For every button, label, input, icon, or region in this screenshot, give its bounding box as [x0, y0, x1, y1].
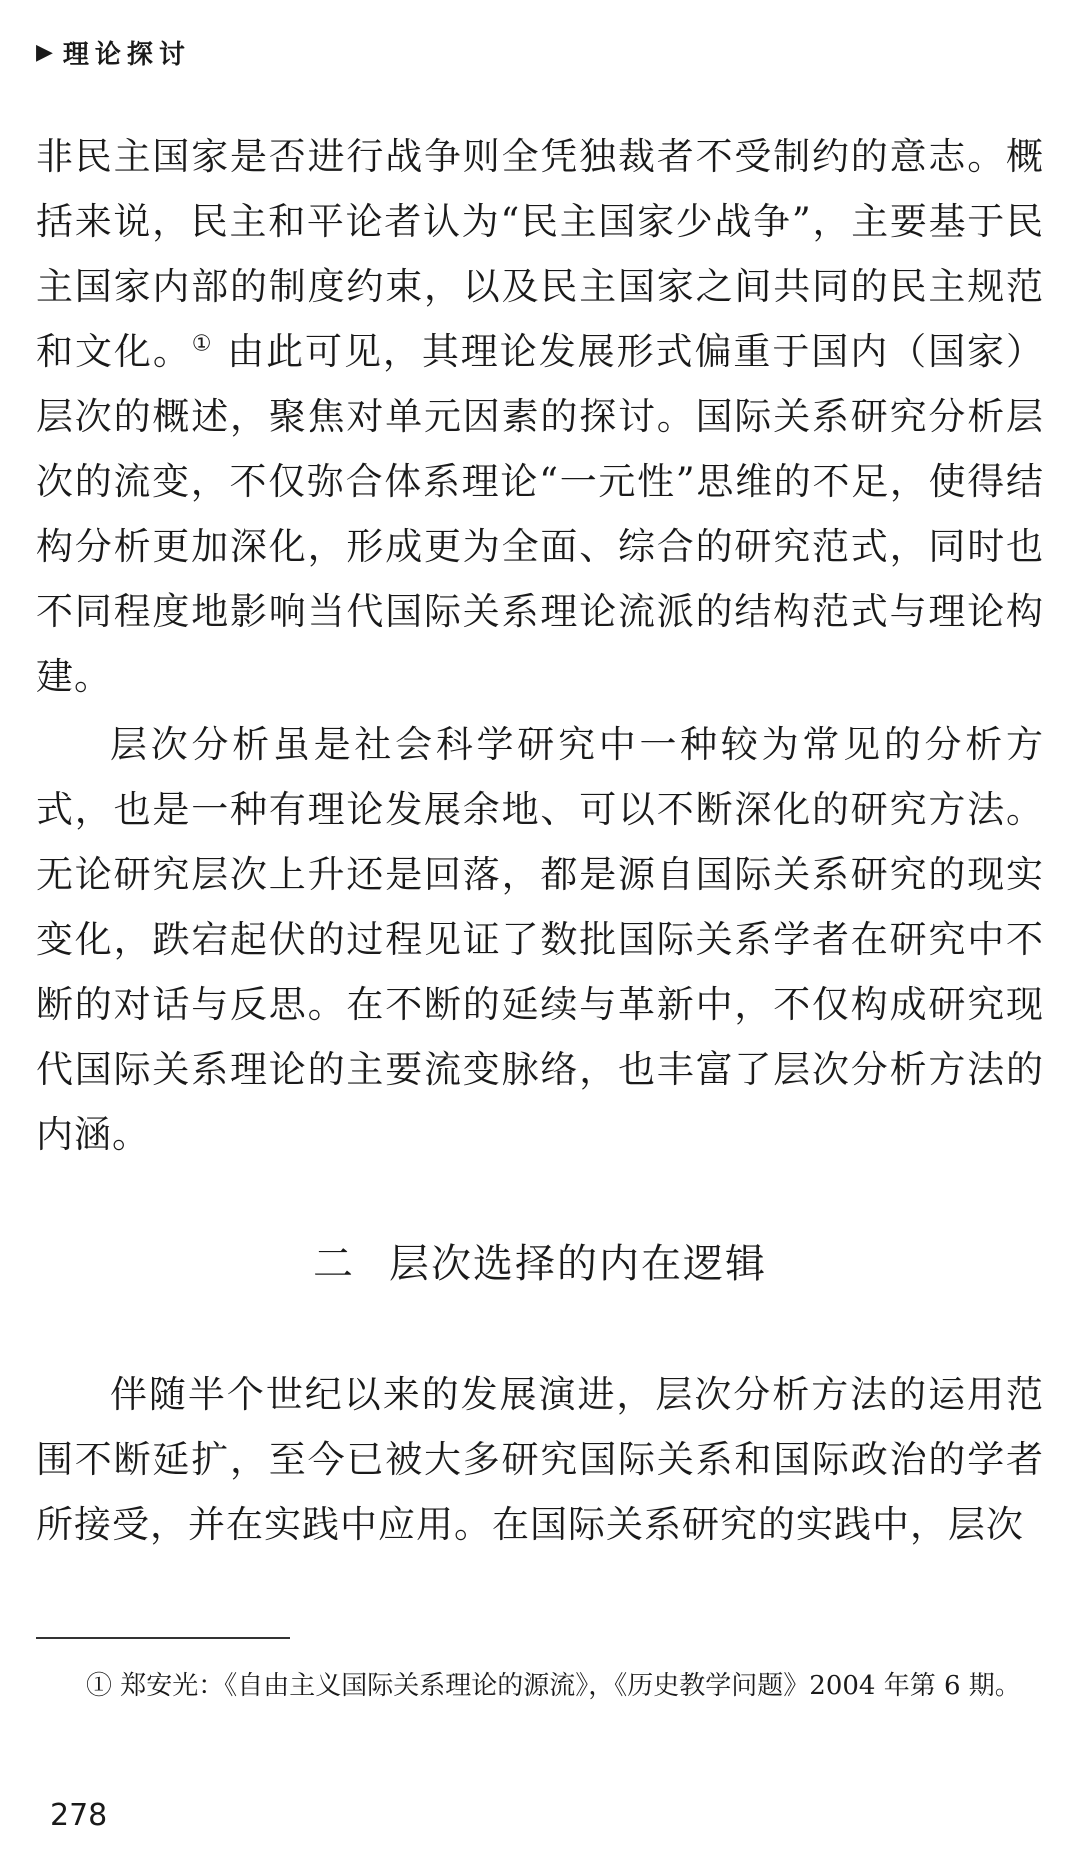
footnote-mark: ①: [86, 1671, 113, 1701]
running-header-title: 理论探讨: [62, 40, 191, 70]
section-heading: [0, 1232, 1080, 1289]
paragraph-text-part-1: 非民主国家是否进行战争则全凭独裁者不受制约的意志。概括来说，民主和平论者认为“民主国家少战争”，主要基于民主国家内部的制度约束，以及民主国家之间共同的民主规范和文化。: [36, 135, 1044, 373]
paragraph-text-part-2: 由此可见，其理论发展形式偏重于国内（国家）层次的概述，聚焦对单元因素的探讨。国际关系研究分析层次的流变，不仅弥合体系理论“一元性”思维的不足，使得结构分析更加深化，形成更为全面、综合的研究范式，同时也不同程度地影响当代国际关系理论流派的结构范式与理论构建。: [36, 330, 1045, 698]
paragraph-level-analysis: 层次分析虽是社会科学研究中一种较为常见的分析方式，也是一种有理论发展余地、可以不断深化的研究方法。无论研究层次上升还是回落，都是源自国际关系研究的现实变化，跌宕起伏的过程见证了数批国际关系学者在研究中不断的对话与反思。在不断的延续与革新中，不仅构成研究现代国际关系理论的主要流变脉络，也丰富了层次分析方法的内涵。: [36, 723, 1044, 1156]
section-title: 层次选择的内在逻辑: [389, 1241, 767, 1287]
footnote: [36, 1665, 1044, 1707]
footnote-text: 郑安光：《自由主义国际关系理论的源流》，《历史教学问题》2004 年第 6 期。: [120, 1671, 1021, 1701]
paragraph-continued: [36, 124, 1044, 709]
footnote-divider: [36, 1637, 290, 1639]
triangle-arrow-icon: ▶: [36, 40, 53, 65]
running-header: [36, 34, 191, 71]
section-number: 二: [313, 1241, 355, 1287]
page-number: 278: [50, 1798, 108, 1833]
paragraph-section-intro: 伴随半个世纪以来的发展演进，层次分析方法的运用范围不断延扩，至今已被大多研究国际关系和国际政治的学者所接受，并在实践中应用。在国际关系研究的实践中，层次: [36, 1373, 1044, 1546]
footnote-reference: ①: [191, 331, 214, 357]
